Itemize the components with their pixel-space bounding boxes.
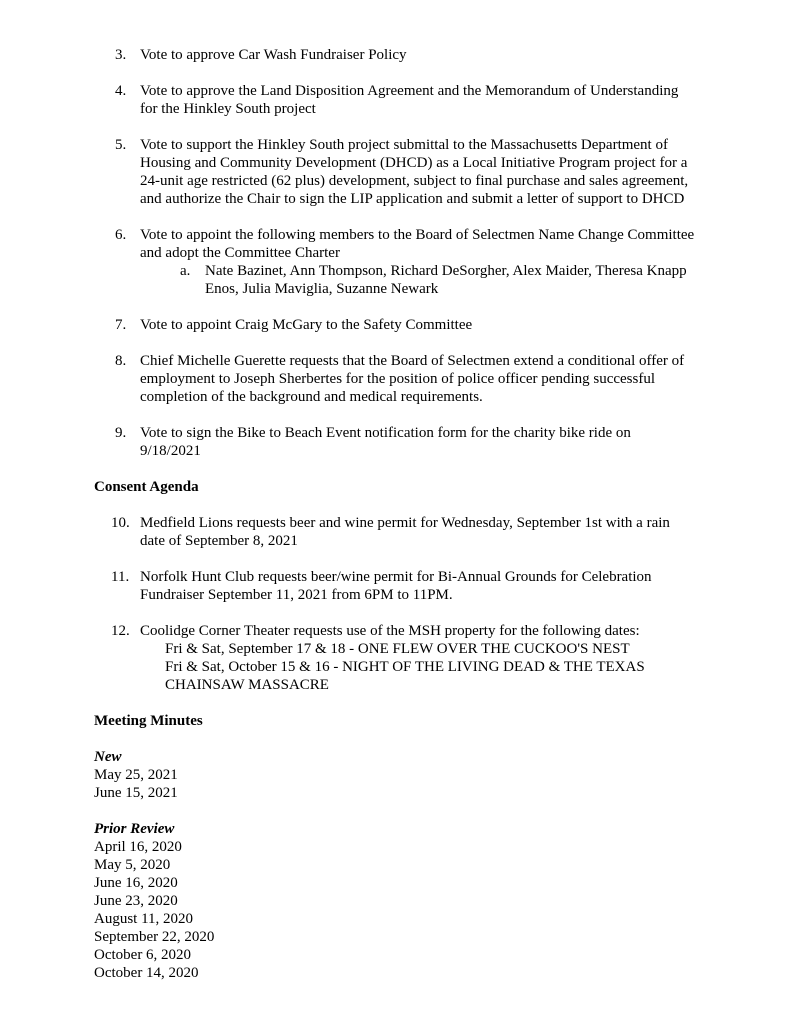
item-number: 8. — [115, 353, 127, 369]
item-number: 3. — [115, 47, 127, 63]
agenda-item — [94, 316, 695, 334]
agenda-sub-item — [180, 262, 695, 298]
item-text: Vote to approve the Land Disposition Agreement and the Memorandum of Understanding for the Hinkley South project — [140, 83, 679, 117]
minutes-date: May 5, 2020 — [94, 857, 171, 873]
item-text: Vote to sign the Bike to Beach Event notification form for the charity bike ride on 9/18/2021 — [140, 425, 631, 459]
minutes-section-new — [94, 748, 695, 802]
item-text: Vote to appoint the following members to the Board of Selectmen Name Change Committee and adopt the Committee Charter — [140, 227, 695, 261]
minutes-section-label-prior-review: Prior Review — [94, 821, 175, 837]
agenda-item — [94, 46, 695, 64]
item-number: 5. — [115, 137, 127, 153]
minutes-date: August 11, 2020 — [94, 911, 194, 927]
sub-item-text: Nate Bazinet, Ann Thompson, Richard DeSorgher, Alex Maider, Theresa Knapp Enos, Julia Maviglia, Suzanne Newark — [205, 263, 687, 297]
item-text: Vote to appoint Craig McGary to the Safety Committee — [140, 317, 473, 333]
item-number: 12. — [111, 623, 130, 639]
agenda-item — [94, 352, 695, 406]
minutes-date: May 25, 2021 — [94, 767, 178, 783]
item-text: Vote to approve Car Wash Fundraiser Policy — [140, 47, 407, 63]
item-text: Coolidge Corner Theater requests use of the MSH property for the following dates: — [140, 623, 640, 639]
event-date-line: Fri & Sat, October 15 & 16 - NIGHT OF THE LIVING DEAD & THE TEXAS CHAINSAW MASSACRE — [165, 659, 645, 693]
agenda-item — [94, 226, 695, 298]
minutes-date: June 16, 2020 — [94, 875, 178, 891]
minutes-section-label-new: New — [94, 749, 122, 765]
consent-item — [94, 622, 695, 694]
consent-agenda-heading: Consent Agenda — [94, 479, 199, 495]
meeting-minutes-heading: Meeting Minutes — [94, 713, 203, 729]
event-date-line: Fri & Sat, September 17 & 18 - ONE FLEW OVER THE CUCKOO'S NEST — [165, 641, 630, 657]
minutes-date: June 15, 2021 — [94, 785, 178, 801]
minutes-section-prior-review — [94, 820, 695, 982]
agenda-item — [94, 424, 695, 460]
minutes-date: April 16, 2020 — [94, 839, 182, 855]
item-number: 4. — [115, 83, 127, 99]
sub-item-letter: a. — [180, 263, 191, 279]
minutes-date: October 6, 2020 — [94, 947, 192, 963]
item-text: Norfolk Hunt Club requests beer/wine permit for Bi-Annual Grounds for Celebration Fundraiser September 11, 2021 from 6PM to 11PM. — [140, 569, 652, 603]
minutes-date: October 14, 2020 — [94, 965, 199, 981]
item-number: 6. — [115, 227, 127, 243]
item-number: 7. — [115, 317, 127, 333]
item-number: 9. — [115, 425, 127, 441]
item-number: 10. — [111, 515, 130, 531]
agenda-item — [94, 136, 695, 208]
item-text: Chief Michelle Guerette requests that the Board of Selectmen extend a conditional offer of employment to Joseph Sherbertes for the position of police officer pending successful completion of the background and medical requirements. — [140, 353, 685, 405]
item-text: Medfield Lions requests beer and wine permit for Wednesday, September 1st with a rain date of September 8, 2021 — [140, 515, 670, 549]
item-number: 11. — [111, 569, 130, 585]
minutes-date: June 23, 2020 — [94, 893, 178, 909]
agenda-item — [94, 82, 695, 118]
item-text: Vote to support the Hinkley South project submittal to the Massachusetts Department of Housing and Community Development (DHCD) as a Local Initiative Program project for a 24-unit age restricted (62 plus) development, subject to final purchase and sales agreement, and authorize the Chair to sign the LIP application and submit a letter of support to DHCD — [140, 137, 689, 207]
consent-item — [94, 514, 695, 550]
minutes-date: September 22, 2020 — [94, 929, 215, 945]
consent-item — [94, 568, 695, 604]
